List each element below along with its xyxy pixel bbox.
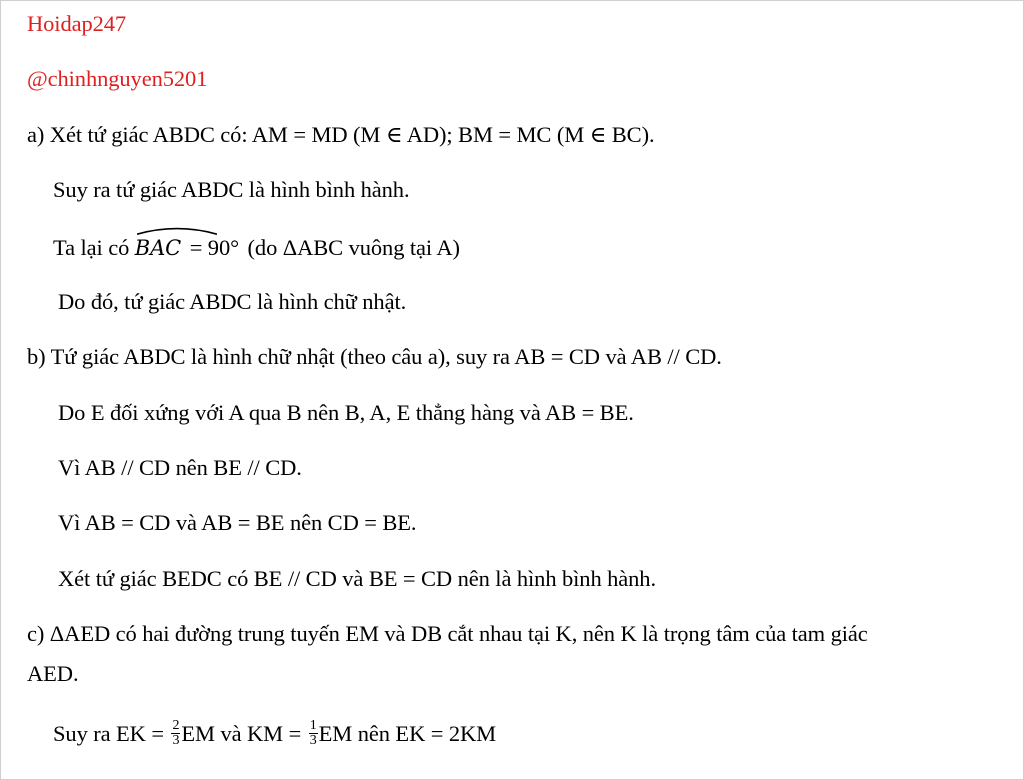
ek-prefix: Suy ra EK = [53,721,164,746]
fraction-numerator: 1 [309,718,317,734]
angle-value: = 90° [189,235,239,260]
part-a-line-3-suffix: (do ΔABC vuông tại A) [247,235,460,260]
part-a-line-3 [53,231,460,263]
part-b-line-1: b) Tứ giác ABDC là hình chữ nhật (theo câu a), suy ra AB = CD và AB // CD. [27,344,722,369]
fraction-denominator: 3 [172,733,180,749]
part-c-line-1: c) ΔAED có hai đường trung tuyến EM và DB cắt nhau tại K, nên K là trọng tâm của tam giác [27,621,868,646]
part-a-line-1: a) Xét tứ giác ABDC có: AM = MD (M ∈ AD); BM = MC (M ∈ BC). [27,122,655,147]
part-b-line-2: Do E đối xứng với A qua B nên B, A, E thẳng hàng và AB = BE. [58,400,634,425]
part-b-line-4: Vì AB = CD và AB = BE nên CD = BE. [58,510,417,535]
part-c-line-3 [53,719,496,750]
arc-hat-icon [137,227,217,235]
fraction-denominator: 3 [309,733,317,749]
part-a-line-3-prefix: Ta lại có [53,235,130,260]
ek-result: EM nên EK = 2KM [318,721,497,746]
fraction-one-third [309,719,318,748]
part-b-line-5: Xét tứ giác BEDC có BE // CD và BE = CD nên là hình bình hành. [58,566,656,591]
part-a-line-2: Suy ra tứ giác ABDC là hình bình hành. [53,177,410,202]
fraction-two-thirds [171,719,180,748]
part-b-line-3: Vì AB // CD nên BE // CD. [58,455,302,480]
fraction-numerator: 2 [172,718,180,734]
part-c-line-2: AED. [27,661,79,686]
angle-bac-label: BAC [134,236,182,260]
author-handle: @chinhnguyen5201 [27,66,208,91]
site-name: Hoidap247 [27,11,127,36]
km-text: EM và KM = [181,721,302,746]
angle-bac [135,231,181,263]
part-a-line-4: Do đó, tứ giác ABDC là hình chữ nhật. [58,289,407,314]
